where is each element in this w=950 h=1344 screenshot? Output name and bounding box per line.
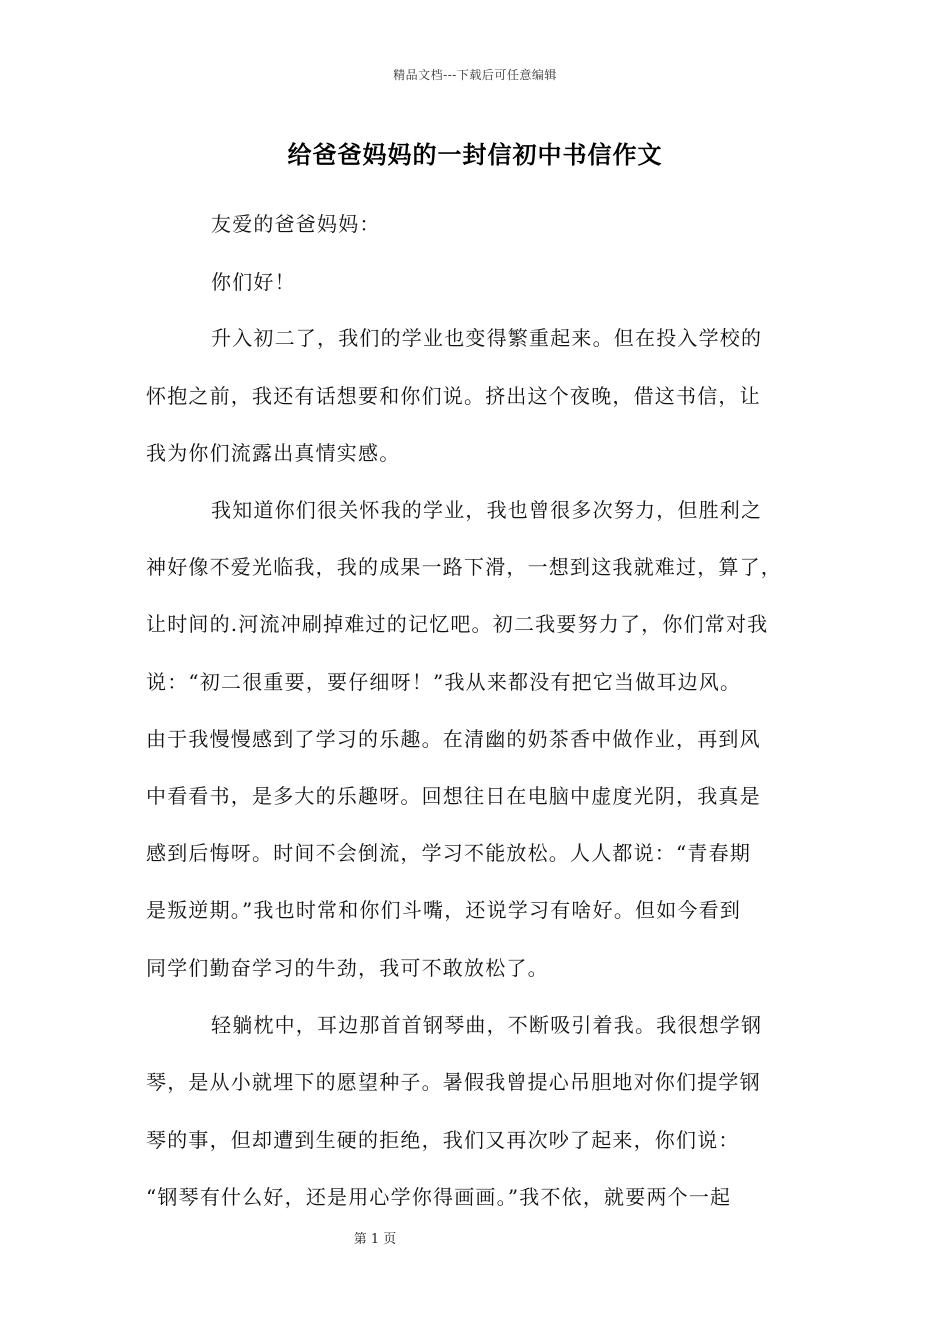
body-line: “钢琴有什么好，还是用心学你得画画。”我不依，就要两个一起: [146, 1185, 732, 1209]
body-line: 说：“初二很重要，要仔细呀！”我从来都没有把它当做耳边风。: [146, 670, 742, 694]
body-line: 我知道你们很关怀我的学业，我也曾很多次努力，但胜利之: [211, 498, 763, 522]
body-line: 中看看书，是多大的乐趣呀。回想往日在电脑中虚度光阴，我真是: [146, 784, 761, 808]
body-line: 怀抱之前，我还有话想要和你们说。挤出这个夜晚，借这书信，让: [146, 384, 761, 408]
body-line: 神好像不爱光临我，我的成果一路下滑，一想到这我就难过，算了，: [146, 555, 782, 579]
page-number: 第 1 页: [353, 1232, 397, 1247]
document-title: 给爸爸妈妈的一封信初中书信作文: [287, 140, 663, 169]
body-line: 轻躺枕中，耳边那首首钢琴曲，不断吸引着我。我很想学钢: [211, 1013, 763, 1037]
body-line: 让时间的.河流冲刷掉难过的记忆吧。初二我要努力了，你们常对我: [146, 612, 769, 636]
greeting-line: 你们好！: [211, 270, 296, 294]
body-line: 我为你们流露出真情实感。: [146, 441, 401, 465]
body-line: 同学们勤奋学习的牛劲，我可不敢放松了。: [146, 956, 549, 980]
body-line: 是叛逆期。”我也时常和你们斗嘴，还说学习有啥好。但如今看到: [146, 898, 742, 922]
header-note: 精品文档---下载后可任意编辑: [393, 68, 557, 82]
body-line: 琴的事，但却遭到生硬的拒绝，我们又再次吵了起来，你们说：: [146, 1128, 740, 1152]
body-line: 感到后悔呀。时间不会倒流，学习不能放松。人人都说：“青春期: [146, 841, 752, 865]
salutation-line: 友爱的爸爸妈妈：: [211, 212, 381, 236]
body-line: 琴，是从小就埋下的愿望种子。暑假我曾提心吊胆地对你们提学钢: [146, 1070, 761, 1094]
body-line: 由于我慢慢感到了学习的乐趣。在清幽的奶茶香中做作业，再到风: [146, 727, 761, 751]
body-line: 升入初二了，我们的学业也变得繁重起来。但在投入学校的: [211, 326, 763, 350]
